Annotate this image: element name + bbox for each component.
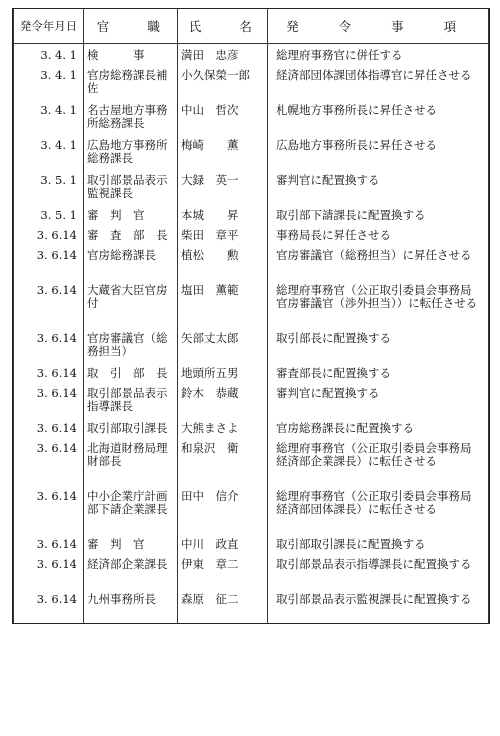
row-date: 3. 6.14 bbox=[14, 417, 84, 437]
table-row bbox=[14, 279, 489, 327]
row-name: 本城 昇 bbox=[178, 204, 268, 224]
row-date: 3. 6.14 bbox=[14, 382, 84, 417]
column-header-matter: 発 令 事 項 bbox=[268, 9, 489, 44]
row-matter: 総理府事務官（公正取引委員会事務局経済部団体課長）に転任させる bbox=[268, 485, 489, 533]
row-date: 3. 4. 1 bbox=[14, 64, 84, 99]
row-date: 3. 6.14 bbox=[14, 224, 84, 244]
row-post: 名古屋地方事務所総務課長 bbox=[84, 99, 178, 134]
row-matter: 事務局長に昇任させる bbox=[268, 224, 489, 244]
row-name: 地頭所五男 bbox=[178, 362, 268, 382]
column-header-post: 官 職 bbox=[84, 9, 178, 44]
row-post: 取引部取引課長 bbox=[84, 417, 178, 437]
table-row bbox=[14, 224, 489, 244]
row-post: 審 判 官 bbox=[84, 533, 178, 553]
row-date: 3. 6.14 bbox=[14, 553, 84, 588]
row-post: 官房審議官（総務担当） bbox=[84, 327, 178, 362]
row-post: 北海道財務局理財部長 bbox=[84, 437, 178, 485]
row-post: 官房総務課長補佐 bbox=[84, 64, 178, 99]
row-matter: 官房審議官（総務担当）に昇任させる bbox=[268, 244, 489, 279]
table-row bbox=[14, 99, 489, 134]
row-matter: 取引部長に配置換する bbox=[268, 327, 489, 362]
row-post: 検 事 bbox=[84, 44, 178, 65]
table-row bbox=[14, 485, 489, 533]
row-post: 広島地方事務所総務課長 bbox=[84, 134, 178, 169]
row-post: 審 判 官 bbox=[84, 204, 178, 224]
table-row bbox=[14, 417, 489, 437]
row-date: 3. 6.14 bbox=[14, 588, 84, 623]
row-post: 九州事務所長 bbox=[84, 588, 178, 623]
row-post: 官房総務課長 bbox=[84, 244, 178, 279]
row-name: 柴田 章平 bbox=[178, 224, 268, 244]
row-matter: 取引部景品表示指導課長に配置換する bbox=[268, 553, 489, 588]
table-row bbox=[14, 382, 489, 417]
row-post: 大蔵省大臣官房付 bbox=[84, 279, 178, 327]
row-date: 3. 6.14 bbox=[14, 362, 84, 382]
row-matter: 取引部下請課長に配置換する bbox=[268, 204, 489, 224]
row-name: 森原 征二 bbox=[178, 588, 268, 623]
row-date: 3. 6.14 bbox=[14, 437, 84, 485]
row-date: 3. 6.14 bbox=[14, 485, 84, 533]
row-post: 審 査 部 長 bbox=[84, 224, 178, 244]
row-name: 塩田 薫範 bbox=[178, 279, 268, 327]
table-row bbox=[14, 533, 489, 553]
row-date: 3. 5. 1 bbox=[14, 204, 84, 224]
column-header-date: 発令年月日 bbox=[14, 9, 84, 44]
row-post: 中小企業庁計画部下請企業課長 bbox=[84, 485, 178, 533]
appointment-table bbox=[13, 9, 489, 623]
row-date: 3. 4. 1 bbox=[14, 134, 84, 169]
column-header-name: 氏 名 bbox=[178, 9, 268, 44]
row-matter: 審判官に配置換する bbox=[268, 382, 489, 417]
row-post: 取 引 部 長 bbox=[84, 362, 178, 382]
row-post: 取引部景品表示指導課長 bbox=[84, 382, 178, 417]
row-date: 3. 6.14 bbox=[14, 244, 84, 279]
row-name: 伊東 章二 bbox=[178, 553, 268, 588]
row-matter: 総理府事務官に併任する bbox=[268, 44, 489, 65]
row-matter: 札幌地方事務所長に昇任させる bbox=[268, 99, 489, 134]
row-matter: 広島地方事務所長に昇任させる bbox=[268, 134, 489, 169]
table-row bbox=[14, 327, 489, 362]
row-name: 大録 英一 bbox=[178, 169, 268, 204]
row-matter: 官房総務課長に配置換する bbox=[268, 417, 489, 437]
row-matter: 総理府事務官（公正取引委員会事務局官房審議官（渉外担当））に転任させる bbox=[268, 279, 489, 327]
row-date: 3. 4. 1 bbox=[14, 44, 84, 65]
row-matter: 取引部取引課長に配置換する bbox=[268, 533, 489, 553]
row-matter: 総理府事務官（公正取引委員会事務局経済部企業課長）に転任させる bbox=[268, 437, 489, 485]
row-name: 矢部丈太郎 bbox=[178, 327, 268, 362]
row-date: 3. 6.14 bbox=[14, 279, 84, 327]
row-name: 大熊まさよ bbox=[178, 417, 268, 437]
table-row bbox=[14, 362, 489, 382]
table-row bbox=[14, 64, 489, 99]
row-name: 植松 勲 bbox=[178, 244, 268, 279]
row-name: 和泉沢 衛 bbox=[178, 437, 268, 485]
row-name: 中山 哲次 bbox=[178, 99, 268, 134]
table-row bbox=[14, 44, 489, 65]
row-matter: 取引部景品表示監視課長に配置換する bbox=[268, 588, 489, 623]
table-row bbox=[14, 553, 489, 588]
row-matter: 経済部団体課団体指導官に昇任させる bbox=[268, 64, 489, 99]
row-matter: 審査部長に配置換する bbox=[268, 362, 489, 382]
row-name: 田中 信介 bbox=[178, 485, 268, 533]
table-row bbox=[14, 134, 489, 169]
row-name: 満田 忠彦 bbox=[178, 44, 268, 65]
table-row bbox=[14, 437, 489, 485]
table-row bbox=[14, 588, 489, 623]
row-name: 中川 政直 bbox=[178, 533, 268, 553]
appointment-document bbox=[12, 8, 490, 624]
table-row bbox=[14, 169, 489, 204]
row-post: 取引部景品表示監視課長 bbox=[84, 169, 178, 204]
table-row bbox=[14, 204, 489, 224]
row-date: 3. 5. 1 bbox=[14, 169, 84, 204]
row-post: 経済部企業課長 bbox=[84, 553, 178, 588]
table-header-row bbox=[14, 9, 489, 44]
row-date: 3. 6.14 bbox=[14, 533, 84, 553]
row-name: 小久保榮一郎 bbox=[178, 64, 268, 99]
table-row bbox=[14, 244, 489, 279]
row-name: 鈴木 恭蔵 bbox=[178, 382, 268, 417]
row-date: 3. 6.14 bbox=[14, 327, 84, 362]
row-date: 3. 4. 1 bbox=[14, 99, 84, 134]
row-name: 梅崎 薫 bbox=[178, 134, 268, 169]
row-matter: 審判官に配置換する bbox=[268, 169, 489, 204]
